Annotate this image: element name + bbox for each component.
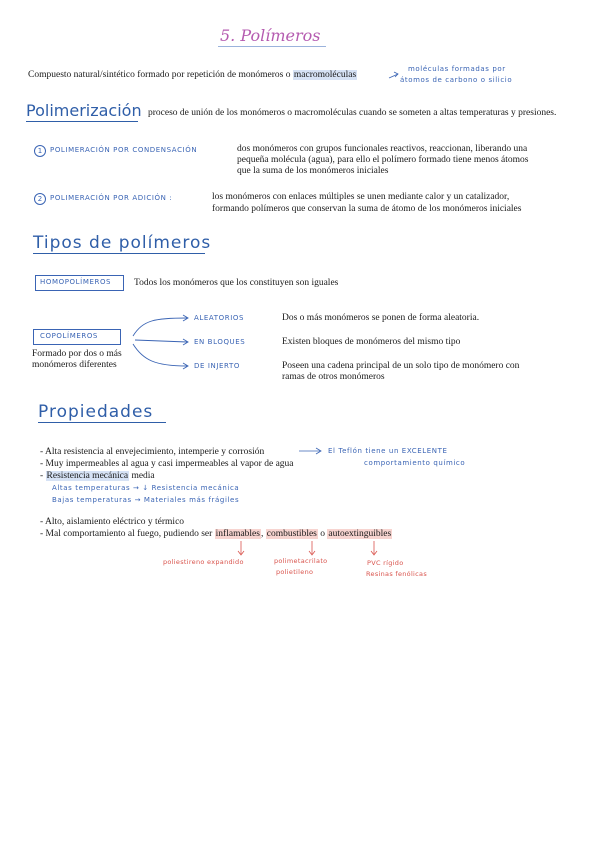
- de-injerto-label: DE INJERTO: [194, 362, 240, 370]
- example-polietileno: polietileno: [276, 568, 314, 576]
- inflamables-highlight: inflamables: [215, 529, 260, 539]
- title-underline: [218, 46, 326, 47]
- condensacion-line-2: pequeña molécula (agua), para ello el polímero formado tiene menos átomos: [237, 155, 529, 165]
- intro-definition: Compuesto natural/sintético formado por repetición de monómeros o: [28, 70, 293, 80]
- adicion-line-2: formando polímeros que conservan la suma de átomo de los monómeros iniciales: [212, 204, 522, 214]
- example-resinas: Resinas fenólicas: [366, 570, 428, 578]
- propiedades-heading: Propiedades: [38, 402, 154, 422]
- fire-sep-1: ,: [260, 529, 266, 539]
- copolimeros-desc-2: monómeros diferentes: [32, 360, 117, 370]
- macromoleculas-highlight: macromoléculas: [293, 70, 357, 80]
- homopolimeros-desc: Todos los monómeros que los constituyen son iguales: [134, 278, 339, 288]
- polimerizacion-heading: Polimerización: [26, 101, 142, 120]
- prop-item-2: - Muy impermeables al agua y casi impermeables al vapor de agua: [40, 459, 294, 469]
- mech-note-2: Bajas temperaturas → Materiales más frágiles: [52, 496, 240, 504]
- mech-note-1: Altas temperaturas → ↓ Resistencia mecánica: [52, 484, 240, 492]
- combustibles-highlight: combustibles: [266, 529, 317, 539]
- arrow-right-icon: [298, 446, 324, 456]
- number-circle-2: 2: [34, 193, 46, 205]
- copolimeros-desc-1: Formado por dos o más: [32, 349, 122, 359]
- propiedades-underline: [38, 422, 166, 423]
- prop-item-5: [40, 529, 392, 540]
- condensacion-label: POLIMERACIÓN POR CONDENSACIÓN: [50, 146, 198, 154]
- example-polimetacrilato: polimetacrilato: [274, 557, 328, 565]
- aleatorios-label: ALEATORIOS: [194, 314, 245, 322]
- example-pvc: PVC rígido: [367, 559, 404, 567]
- intro-text: [28, 70, 357, 81]
- branch-arrows-icon: [125, 310, 195, 370]
- number-circle-1: 1: [34, 145, 46, 157]
- tipos-heading: Tipos de polímeros: [33, 233, 212, 253]
- polimerizacion-underline: [26, 121, 138, 122]
- resistencia-media: media: [129, 471, 155, 481]
- fire-prefix: - Mal comportamiento al fuego, pudiendo ser: [40, 529, 215, 539]
- example-poliestireno: poliestireno expandido: [163, 558, 244, 566]
- condensacion-line-1: dos monómeros con grupos funcionales reactivos, reaccionan, liberando una: [237, 144, 528, 154]
- macromolecula-note-2: átomos de carbono o silicio: [400, 76, 513, 84]
- prop-item-3-bullet: -: [40, 471, 46, 481]
- resistencia-mecanica-highlight: Resistencia mecánica: [46, 471, 129, 481]
- page-title: 5. Polímeros: [220, 26, 321, 45]
- prop-item-3: [40, 471, 155, 482]
- adicion-label: POLIMERACIÓN POR ADICIÓN :: [50, 194, 173, 202]
- condensacion-line-3: que la suma de los monómeros iniciales: [237, 166, 389, 176]
- adicion-line-1: los monómeros con enlaces múltiples se unen mediante calor y un catalizador,: [212, 192, 510, 202]
- fire-sep-2: o: [317, 529, 328, 539]
- polimerizacion-definition: proceso de unión de los monómeros o macromoléculas cuando se someten a altas temperaturas y presiones.: [148, 108, 557, 118]
- prop-item-1: - Alta resistencia al envejecimiento, intemperie y corrosión: [40, 447, 265, 457]
- macromolecula-note-1: moléculas formadas por: [408, 65, 506, 73]
- aleatorios-desc: Dos o más monómeros se ponen de forma aleatoria.: [282, 313, 480, 323]
- tipos-underline: [33, 253, 205, 254]
- en-bloques-desc: Existen bloques de monómeros del mismo tipo: [282, 337, 461, 347]
- prop-item-4: - Alto, aislamiento eléctrico y térmico: [40, 517, 185, 527]
- teflon-note-2: comportamiento químico: [364, 459, 466, 467]
- arrow-icon: [387, 68, 401, 82]
- example-arrows-icon: [230, 540, 380, 558]
- homopolimeros-label: HOMOPOLÍMEROS: [40, 278, 112, 286]
- autoextinguibles-highlight: autoextinguibles: [328, 529, 392, 539]
- teflon-note-1: El Teflón tiene un EXCELENTE: [328, 447, 448, 455]
- copolimeros-label: COPOLÍMEROS: [40, 332, 98, 340]
- de-injerto-desc-1: Poseen una cadena principal de un solo tipo de monómero con: [282, 361, 520, 371]
- en-bloques-label: EN BLOQUES: [194, 338, 246, 346]
- de-injerto-desc-2: ramas de otros monómeros: [282, 372, 385, 382]
